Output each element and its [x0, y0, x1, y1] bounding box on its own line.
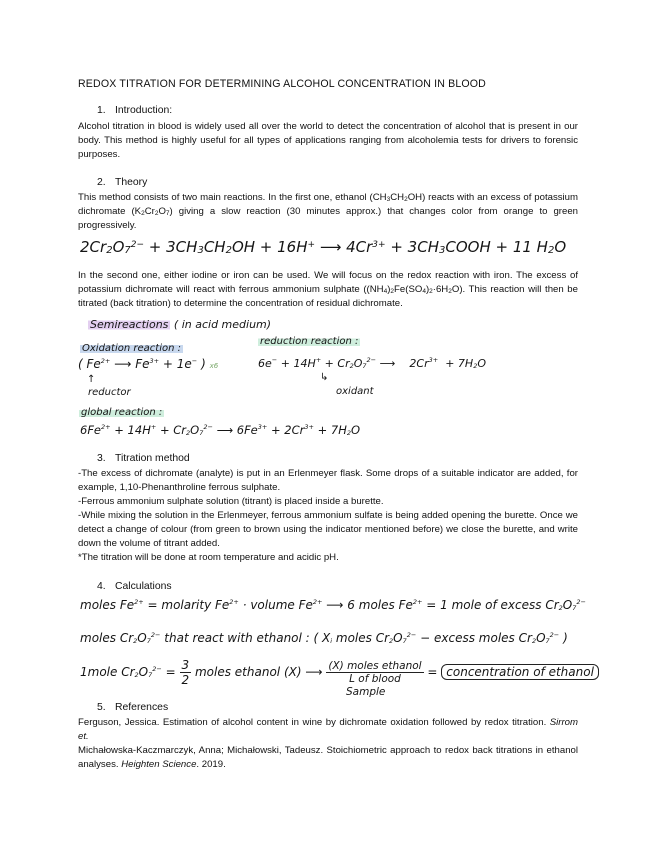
section-title: Introduction: — [115, 105, 173, 116]
section-heading-titration — [97, 453, 190, 464]
handwritten-calc-line-3: 1mole $Cr_2O_7^{2-}$ = $\frac{3}{2}$ moles ethanol (X) ⟶ $\frac{\text{(X) moles ethanol}}{\text{L of blood}}$ = concentration of ethanol — [80, 658, 599, 687]
handwritten-reductor-label: reductor — [88, 387, 131, 398]
reference-2: Michałowska-Kaczmarczyk, Anna; Michałowski, Tadeusz. Stoichiometric approach to redox back titrations in ethanol analyses. Heighten Science. 2019. — [78, 745, 578, 771]
section-number: 3. — [97, 453, 106, 464]
section-title: Calculations — [115, 581, 172, 592]
titration-step-1: -The excess of dichromate (analyte) is put in an Erlenmeyer flask. Some drops of a suitable indicator are added, for example, 1,10-Phenanthroline ferrous sulphate. — [78, 468, 578, 494]
section-title: References — [115, 702, 169, 713]
titration-step-3: -While mixing the solution in the Erlenmeyer, ferrous ammonium sulfate is being added opening the burette. Once we detect a change of colour (from green to brown using the indicator mentioned before) we close the burette, and write down the volume of titrant added. — [78, 510, 578, 550]
handwritten-sample-label: Sample — [346, 686, 386, 698]
handwritten-global-label: global reaction : — [81, 407, 163, 418]
handwritten-reduction-reaction: $6e^- + 14H^+ + Cr_2O_7^{2-}$ ⟶ $2Cr^{3+} + 7H_2O$ — [258, 356, 486, 370]
handwritten-reductor-arrow: ↑ — [87, 374, 96, 385]
handwritten-calc-line-1: moles $Fe^{2+}$ = molarity $Fe^{2+}$ · volume $Fe^{2+}$ ⟶ 6 moles $Fe^{2+} = 1$ mole of excess $Cr_2O_7^{2-}$ — [80, 598, 586, 612]
section-heading-theory — [97, 177, 147, 188]
section-number: 2. — [97, 177, 106, 188]
handwritten-semireactions-label: Semireactions ( in acid medium) — [90, 318, 272, 331]
reference-1: Ferguson, Jessica. Estimation of alcohol content in wine by dichromate oxidation followed by redox titration. Sirrom et. — [78, 717, 578, 743]
section-title: Titration method — [115, 453, 190, 464]
handwritten-oxidant-label: oxidant — [336, 386, 374, 397]
handwritten-reduction-label: reduction reaction : — [260, 336, 359, 347]
section-number: 5. — [97, 702, 106, 713]
document-title: REDOX TITRATION FOR DETERMINING ALCOHOL CONCENTRATION IN BLOOD — [78, 78, 486, 90]
handwritten-oxidant-arrow: ↳ — [320, 372, 329, 383]
handwritten-global-reaction: $6Fe^{2+} + 14H^+ + Cr_2O_7^{2-}$ ⟶ $6Fe^{3+} + 2Cr^{3+} + 7H_2O$ — [80, 423, 361, 437]
section-heading-calculations — [97, 581, 172, 592]
theory-paragraph-1: This method consists of two main reactions. In the first one, ethanol $(CH_3CH_2OH)$ reacts with an excess of potassium dichromate $(K_2Cr_2O_7)$ giving a slow reaction (30 minutes approx.) that changes color from orange to green progressively. — [78, 192, 579, 232]
introduction-paragraph: Alcohol titration in blood is widely used all over the world to detect the concentration of alcohol that is present in our body. This method is highly useful for all types of applications ranging from alcoholemia tests for drivers to forensic purposes. — [78, 121, 578, 161]
handwritten-calc-line-2: moles $Cr_2O_7^{2-}$ that react with ethanol : ( $X_i$ moles $Cr_2O_7^{2-}$ − excess moles $Cr_2O_7^{2-}$ ) — [80, 631, 568, 645]
handwritten-oxidation-label: Oxidation reaction : — [82, 343, 181, 354]
theory-paragraph-2: In the second one, either iodine or iron can be used. We will focus on the redox reaction with iron. The excess of potassium dichromate will react with ferrous ammonium sulphate $((NH_4)_2Fe(SO_4)_2\cdot 6H_2O)$. This reaction will then be titrated (back titration) to determine the concentration of residual dichromate. — [78, 270, 578, 310]
section-heading-references — [97, 702, 168, 713]
section-number: 1. — [97, 105, 106, 116]
section-heading-introduction — [97, 105, 172, 116]
section-title: Theory — [115, 177, 148, 188]
titration-step-2: -Ferrous ammonium sulphate solution (titrant) is placed inside a burette. — [78, 496, 384, 507]
handwritten-reaction-1: $2Cr_2O_7^{2-} + 3CH_3CH_2OH + 16H^+$ ⟶ $4Cr^{3+}$ + $3CH_3COOH + 11$ $H_2O$ — [80, 238, 567, 256]
titration-note: *The titration will be done at room temperature and acidic pH. — [78, 552, 339, 563]
section-number: 4. — [97, 581, 106, 592]
handwritten-oxidation-reaction: ( $Fe^{2+}$ ⟶ $Fe^{3+} + 1e^-$ ) x6 — [78, 357, 219, 371]
